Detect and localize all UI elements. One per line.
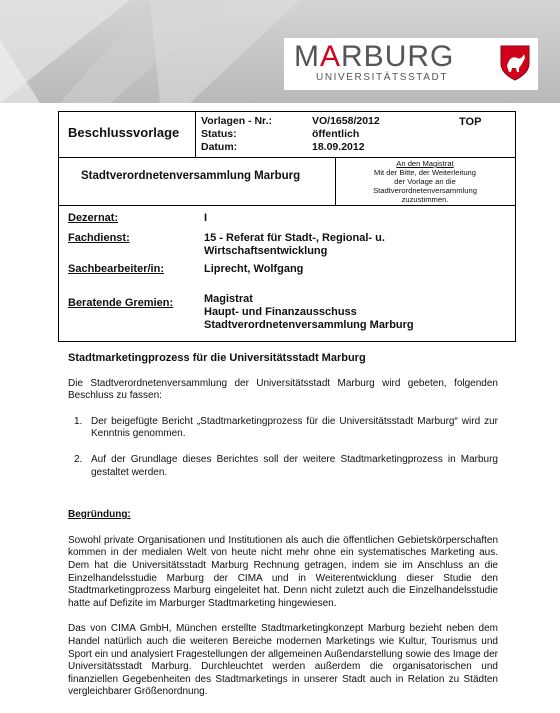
logo-wordmark [294,40,454,74]
note-line: zuzustimmen. [401,195,449,204]
gremien-label: Beratende Gremien: [68,297,174,309]
vorlagen-nr-value: VO/1658/2012 [312,115,380,127]
note-line: Mit der Bitte, der Weiterleitung [374,168,476,177]
note-line: An den Magistrat [396,159,454,168]
coat-of-arms-icon [499,44,531,82]
begruendung-paragraph-2: Das von CIMA GmbH, München erstellte Stadtmarketingkonzept Marburg bezieht neben dem Handel natürlich auch die weiteren Bereiche modernen Marketings wie Kultur, Tourismus und Sport ein und analysiert Fragestellungen der allgemeinen Außendarstellung sowie des Image der Universitätsstadt Marburg. Durchleuchtet werden außerdem die organisatorischen und finanziellen Gegebenheiten des Stadtmarketings in unserer Stadt auch in Relation zu Städten vergleichbarer Größenordnung. [68,623,498,698]
status-value: öffentlich [312,128,360,140]
list-item-text: Der beigefügte Bericht „Stadtmarketingprozess für die Universitätsstadt Marburg“ wird zur Kenntnis genommen. [91,415,498,440]
dezernat-label: Dezernat: [68,212,119,224]
fachdienst-label: Fachdienst: [68,232,130,244]
logo-subtitle: UNIVERSITÄTSSTADT [316,72,449,83]
magistrat-note [341,159,509,204]
list-number: 1. [74,415,83,427]
gremien-value-line3: Stadtverordnetenversammlung Marburg [204,319,414,331]
sachbearbeiter-value: Liprecht, Wolfgang [204,263,304,275]
gremien-value-line2: Haupt- und Finanzausschuss [204,306,357,318]
info-box [58,206,516,342]
begruendung-paragraph-1: Sowohl private Organisationen und Institutionen als auch die öffentlichen Gebietskörperschaften kommen in der medialen Welt von heute nicht mehr ohne ein systematisches Marketing aus. Dem hat die Universitätsstadt Marburg Rechnung getragen, indem sie im Anschluss an die Einzelhandelsstudie Marburg der CIMA und in Weiterentwicklung dieser Studie den Stadtmarketingprozess Marburg eingeleitet hat. Denn nicht zuletzt auch die Einzelhandelsstudie hatte auf Defizite im Marburger Stadtmarketing hingewiesen. [68,534,498,609]
intro-paragraph: Die Stadtverordnetenversammlung der Universitätsstadt Marburg wird gebeten, folgenden Beschluss zu fassen: [68,377,498,402]
vorlagen-nr-label: Vorlagen - Nr.: [201,115,272,127]
dezernat-value: I [204,212,208,224]
begruendung-heading: Begründung: [68,509,131,521]
subject-heading: Stadtmarketingprozess für die Universitätsstadt Marburg [68,352,366,364]
document-body [68,352,498,699]
note-line: der Vorlage an die [394,177,456,186]
list-number: 2. [74,453,83,465]
logo-letter-m: M [294,40,320,73]
sachbearbeiter-label: Sachbearbeiter/in: [68,263,164,275]
list-item [68,454,498,479]
fachdienst-value-line1: 15 - Referat für Stadt-, Regional- u. [204,232,385,244]
gremium-title: Stadtverordnetenversammlung Marburg [81,170,301,182]
header-banner [0,0,560,103]
fachdienst-value-line2: Wirtschaftsentwicklung [204,245,328,257]
beschluss-list [68,416,498,479]
gremium-box [58,158,516,206]
datum-label: Datum: [201,141,238,153]
datum-value: 18.09.2012 [312,141,365,153]
logo-letters-rburg: RBURG [341,40,455,73]
marburg-logo [284,38,538,90]
divider [195,112,196,158]
divider [335,158,336,205]
status-label: Status: [201,128,237,140]
note-line: Stadtverordnetenversammlung [373,186,477,195]
gremien-value-line1: Magistrat [204,293,253,305]
list-item [68,416,498,441]
vorlage-header-box [58,111,516,158]
top-label: TOP [459,116,482,128]
logo-letter-a: A [320,40,342,73]
list-item-text: Auf der Grundlage dieses Berichtes soll der weitere Stadtmarketingprozess in Marburg gestaltet werden. [91,453,498,478]
document-type-title: Beschlussvorlage [68,125,180,140]
